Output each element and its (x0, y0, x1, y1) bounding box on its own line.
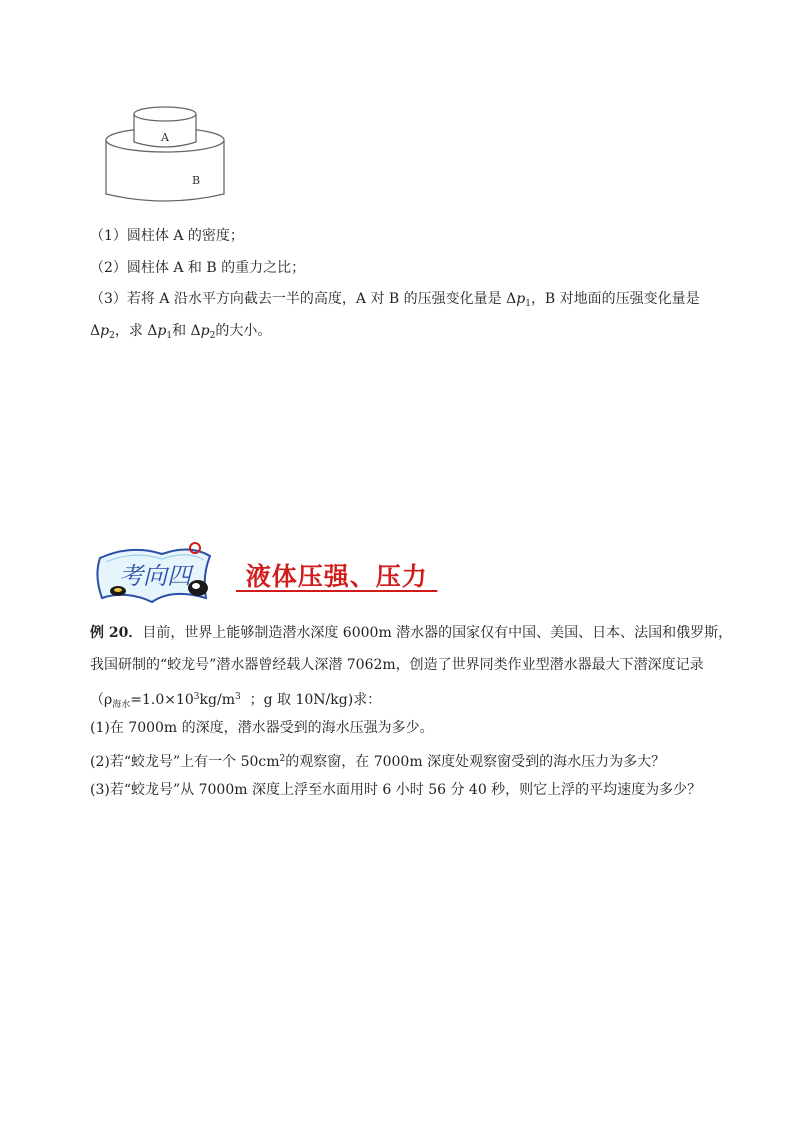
problem-q3-line1: （3）若将 A 沿水平方向截去一半的高度，A 对 B 的压强变化量是 $\Delta p_1$，B 对地面的压强变化量是 (90, 291, 700, 309)
example-q2: (2)若“蛟龙号”上有一个 $50cm^2$的观察窗，在 7000m 深度处观察窗受到的海水压力为多大？ (90, 754, 666, 770)
example-q1: (1)在 7000m 的深度，潜水器受到的海水压强为多少。 (90, 720, 434, 736)
problem-q1: （1）圆柱体 A 的密度； (90, 228, 244, 244)
cylinders-figure (100, 98, 230, 203)
badge-text: 考向四 (119, 562, 191, 590)
example-line1: 例 20．目前，世界上能够制造潜水深度 6000m 潜水器的国家仅有中国、美国、日本、法国和俄罗斯， (90, 625, 733, 641)
example-line2: 我国研制的“蛟龙号”潜水器曾经载人深潜 7062m，创造了世界同类作业型潜水器最大下潜深度记录 (90, 657, 704, 673)
section-badge (92, 540, 222, 610)
example-given: （$\rho_{海水}=1.0\times 10^3kg/m^3$ ；g 取 10N/kg)求： (90, 692, 382, 710)
example-q3: (3)若“蛟龙号”从 7000m 深度上浮至水面用时 6 小时 56 分 40 秒，则它上浮的平均速度为多少？ (90, 782, 702, 798)
problem-q2: （2）圆柱体 A 和 B 的重力之比； (90, 260, 306, 276)
section-title: 液体压强、压力 (236, 562, 438, 591)
problem-q3-line2: $\Delta p_2$，求 $\Delta p_1$和 $\Delta p_2$的大小。 (90, 323, 272, 341)
label-b: B (192, 174, 201, 187)
label-a: A (161, 131, 169, 144)
